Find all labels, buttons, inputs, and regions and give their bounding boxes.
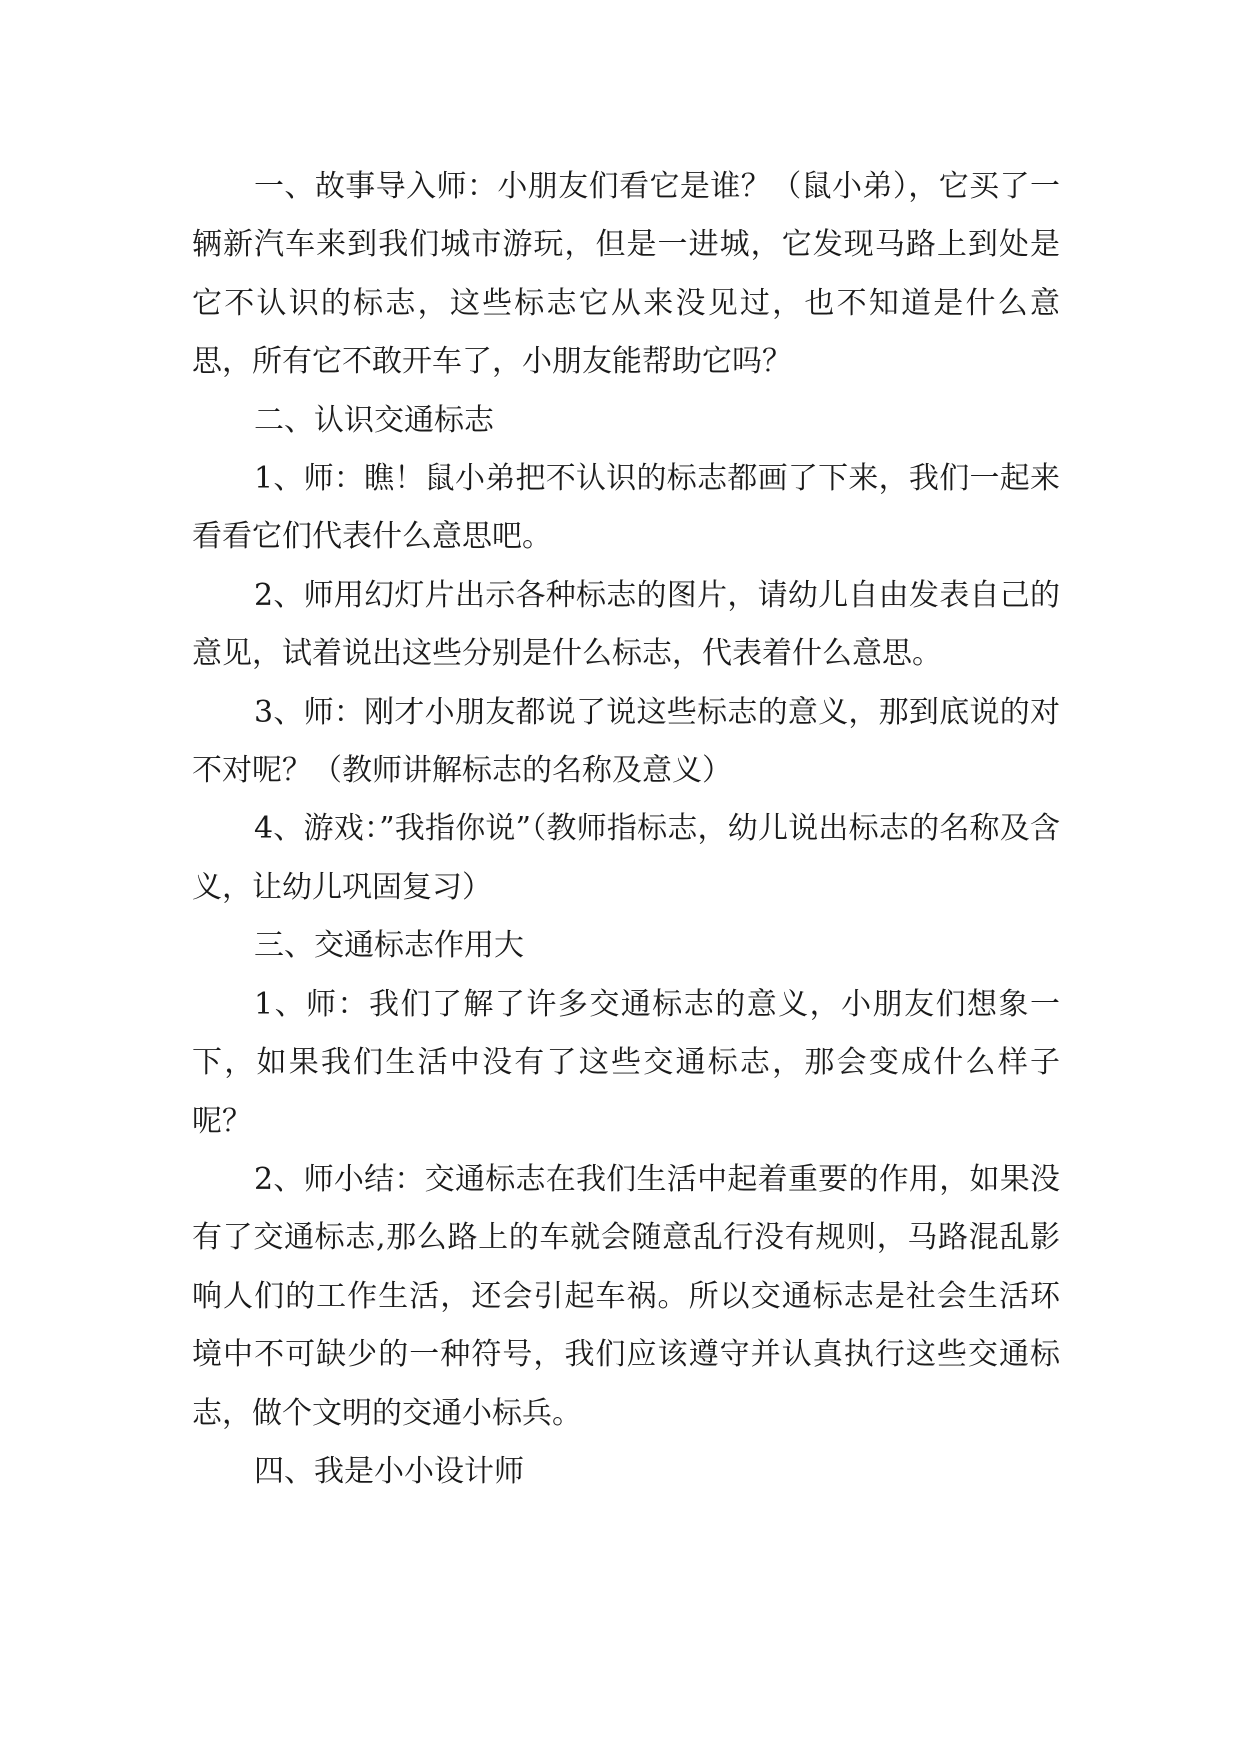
paragraph-summary: 2、师小结：交通标志在我们生活中起着重要的作用，如果没有了交通标志,那么路上的车就会随意乱行没有规则，马路混乱影响人们的工作生活，还会引起车祸。所以交通标志是社会生活环境中不可缺少的一种符号，我们应该遵守并认真执行这些交通标志，做个文明的交通小标兵。 [192, 1161, 1060, 1431]
paragraph-story-intro: 一、故事导入师：小朋友们看它是谁？（鼠小弟），它买了一辆新汽车来到我们城市游玩，但是一进城，它发现马路上到处是它不认识的标志，这些标志它从来没见过，也不知道是什么意思，所有它不敢开车了，小朋友能帮助它吗？ [192, 169, 1060, 380]
paragraph-step-1: 1、师：瞧！鼠小弟把不认识的标志都画了下来，我们一起来看看它们代表什么意思吧。 [192, 461, 1060, 555]
document-body [192, 158, 1060, 1501]
paragraph-imagine: 1、师：我们了解了许多交通标志的意义，小朋友们想象一下，如果我们生活中没有了这些交通标志，那会变成什么样子呢？ [192, 986, 1060, 1139]
heading-know-traffic-signs: 二、认识交通标志 [254, 402, 494, 438]
heading-signs-importance: 三、交通标志作用大 [254, 928, 524, 964]
paragraph-step-3: 3、师：刚才小朋友都说了说这些标志的意义，那到底说的对不对呢？（教师讲解标志的名称及意义） [192, 694, 1060, 789]
paragraph-step-4-game: 4、游戏：”我指你说”（教师指标志，幼儿说出标志的名称及含义，让幼儿巩固复习） [192, 811, 1060, 905]
paragraph-step-2: 2、师用幻灯片出示各种标志的图片，请幼儿自由发表自己的意见，试着说出这些分别是什么标志，代表着什么意思。 [192, 577, 1060, 672]
heading-little-designer: 四、我是小小设计师 [254, 1453, 524, 1489]
